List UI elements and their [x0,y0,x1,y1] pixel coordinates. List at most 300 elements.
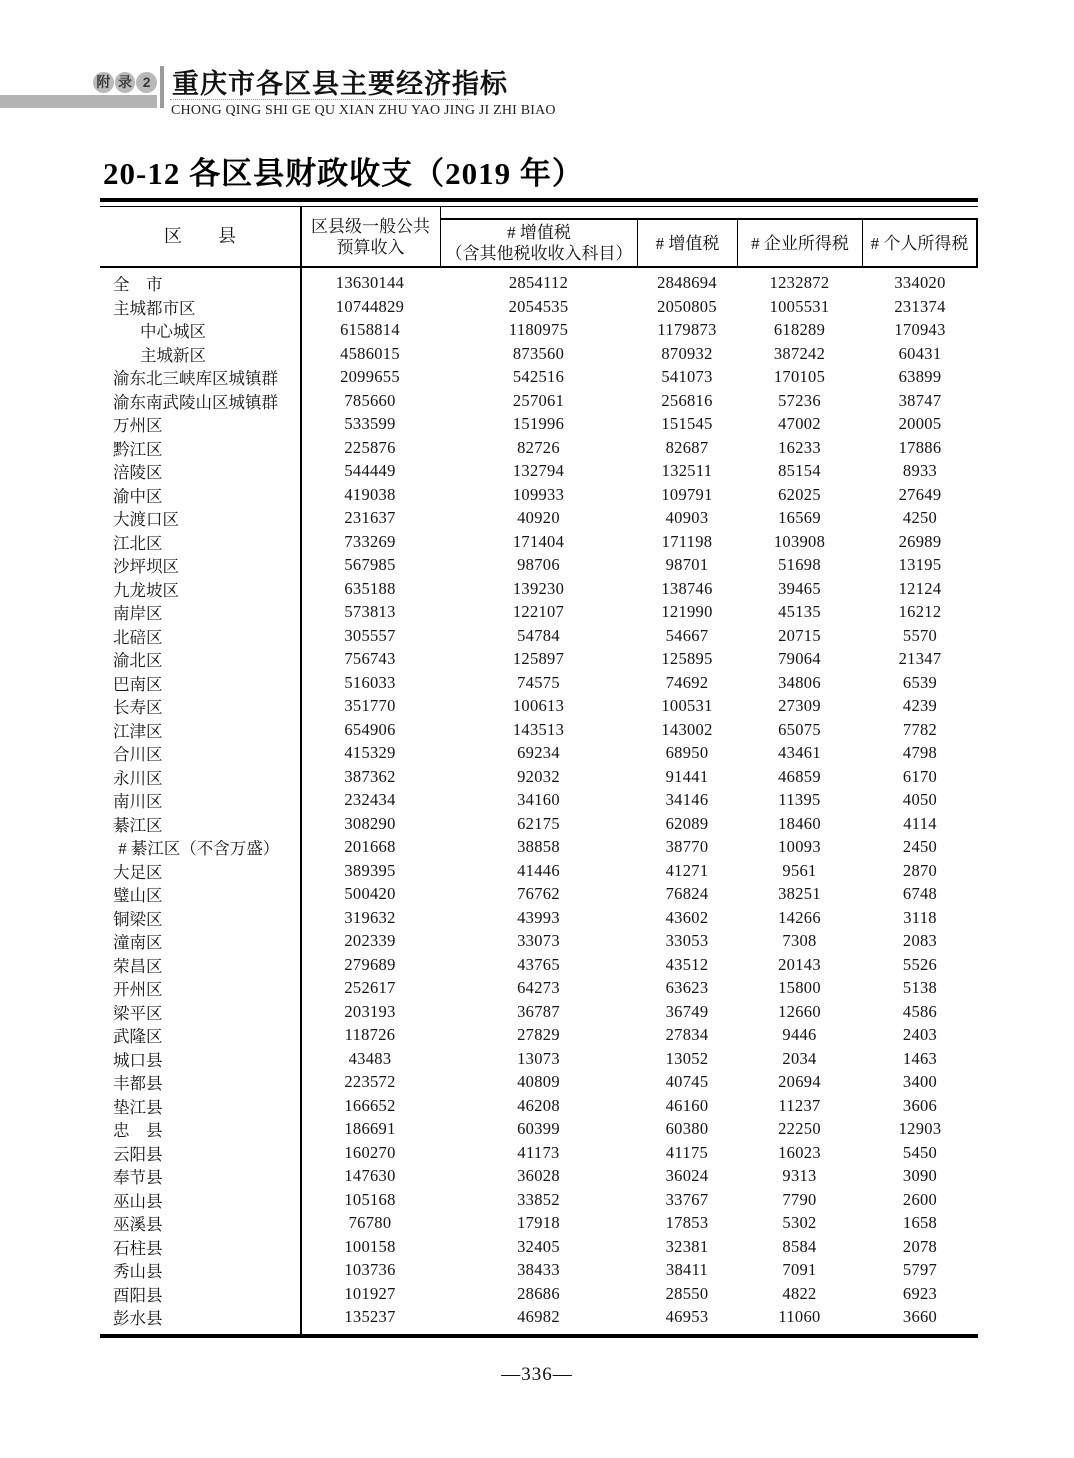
region-name-cell: 铜梁区 [113,909,163,929]
value-cell: 43602 [665,907,709,927]
table-row [100,1282,978,1306]
value-cell: 252617 [344,978,396,997]
header-vertical-divider [160,66,164,108]
region-name-cell: 北碚区 [113,627,163,647]
value-cell: 151545 [661,414,713,433]
value-cell: 203193 [344,1001,396,1021]
value-cell: 98701 [665,555,709,574]
value-cell: 3400 [902,1072,938,1091]
value-cell: 76780 [348,1213,392,1232]
region-name-cell: 云阳县 [113,1144,163,1164]
value-cell: 68950 [665,743,709,762]
value-cell: 122107 [512,602,565,621]
value-cell: 26989 [898,531,942,551]
value-cell: 105168 [344,1189,396,1209]
value-cell: 41271 [665,860,709,880]
table-row [100,1141,978,1165]
region-name-cell: 全 市 [113,275,163,294]
value-cell: 7790 [782,1189,817,1209]
value-cell: 100158 [344,1236,396,1256]
value-cell: 12903 [898,1119,942,1138]
value-cell: 43483 [348,1048,392,1068]
region-name-cell: 九龙坡区 [113,580,179,600]
value-cell: 32381 [665,1236,709,1256]
value-cell: 32405 [517,1236,560,1256]
header-bottom-rule [100,266,978,268]
value-cell: 100531 [661,696,713,715]
value-cell: 57236 [778,390,821,410]
table-row [100,1235,978,1259]
value-cell: 38770 [665,837,709,856]
value-cell: 170943 [894,320,946,339]
value-cell: 567985 [344,555,396,574]
value-cell: 334020 [894,273,946,292]
value-cell: 9446 [782,1025,817,1044]
value-cell: 101927 [344,1283,396,1303]
value-cell: 387362 [344,766,396,786]
value-cell: 74575 [517,672,560,692]
value-cell: 36787 [517,1001,560,1021]
value-cell: 98706 [517,555,560,574]
region-name-cell: 涪陵区 [113,463,163,482]
value-cell: 33053 [665,931,709,950]
value-cell: 27834 [665,1025,709,1044]
value-cell: 7308 [782,931,817,950]
value-cell: 319632 [344,907,396,927]
col-header-personal-income-tax [863,220,976,266]
value-cell: 82687 [665,437,709,457]
region-name-cell: 江津区 [113,721,163,741]
table-row [100,741,978,765]
value-cell: 125897 [512,649,565,668]
value-cell: 3118 [903,907,937,927]
table-row [100,1305,978,1329]
value-cell: 387242 [773,343,826,363]
value-cell: 151996 [512,414,565,433]
table-row [100,389,978,413]
table-row [100,1094,978,1118]
table-row [100,1117,978,1141]
value-cell: 36028 [517,1166,560,1185]
value-cell: 79064 [778,649,821,668]
value-cell: 11060 [778,1307,821,1326]
value-cell: 20715 [778,625,821,645]
col-header-budget-line2: 预算收入 [336,237,405,257]
appendix-title-rule [170,99,468,100]
value-cell: 1658 [902,1213,938,1232]
table-row [100,953,978,977]
value-cell: 125895 [661,649,713,668]
page-number: —336— [501,1364,573,1385]
value-cell: 654906 [344,719,396,739]
value-cell: 51698 [778,555,821,574]
table-row [100,365,978,389]
region-name-cell: 武隆区 [113,1027,163,1046]
table-row [100,929,978,953]
table-row [100,647,978,671]
value-cell: 2848694 [657,273,717,292]
table-row [100,1188,978,1212]
value-cell: 43993 [517,907,560,927]
value-cell: 1463 [902,1048,938,1068]
value-cell: 11395 [778,790,821,809]
value-cell: 43765 [517,954,560,974]
value-cell: 6539 [902,672,938,692]
region-name-cell: 南岸区 [113,604,163,623]
badge-char-3: 2 [136,72,157,93]
badge-char-1: 附 [93,72,114,93]
value-cell: 109791 [661,484,713,504]
value-cell: 542516 [512,367,565,386]
value-cell: 28550 [665,1283,709,1303]
value-cell: 60431 [898,343,942,363]
region-name-cell: 綦江区 [113,815,163,835]
value-cell: 6748 [902,884,938,903]
region-name-cell: 永川区 [113,768,163,788]
value-cell: 1005531 [769,296,830,316]
value-cell: 279689 [344,954,396,974]
value-cell: 20005 [898,414,942,433]
col-header-pit-label: # 个人所得税 [870,233,969,253]
value-cell: 38433 [517,1260,560,1279]
value-cell: 36749 [665,1001,709,1021]
region-name-cell: 渝东南武陵山区城镇群 [113,392,278,412]
region-name-cell: 沙坪坝区 [113,557,179,576]
value-cell: 39465 [778,578,821,598]
appendix-badge [93,69,157,95]
value-cell: 14266 [778,907,821,927]
value-cell: 5138 [902,978,938,997]
value-cell: 4822 [782,1283,817,1303]
region-name-cell: 江北区 [113,533,163,553]
value-cell: 33073 [517,931,560,950]
value-cell: 147630 [344,1166,396,1185]
table-row [100,812,978,836]
table-row [100,1164,978,1188]
col-header-corporate-income-tax [738,220,862,266]
value-cell: 223572 [344,1072,396,1091]
value-cell: 516033 [344,672,396,692]
value-cell: 5302 [782,1213,817,1232]
region-name-cell: 垫江县 [113,1097,163,1117]
value-cell: 415329 [344,743,396,762]
value-cell: 2600 [902,1189,938,1209]
value-cell: 118726 [344,1025,396,1044]
table-row [100,765,978,789]
value-cell: 17886 [898,437,942,457]
value-cell: 171404 [512,531,565,551]
region-name-cell: 璧山区 [113,886,163,905]
value-cell: 76762 [517,884,560,903]
value-cell: 389395 [344,860,396,880]
value-cell: 33767 [665,1189,709,1209]
table-row [100,412,978,436]
value-cell: 13630144 [335,273,405,292]
value-cell: 12660 [778,1001,821,1021]
value-cell: 21347 [898,649,942,668]
value-cell: 201668 [344,837,396,856]
value-cell: 91441 [665,766,709,786]
value-cell: 7091 [782,1260,817,1279]
value-cell: 10093 [778,837,821,856]
value-cell: 733269 [344,531,396,551]
value-cell: 232434 [344,790,396,809]
value-cell: 4239 [902,696,938,715]
table-row [100,671,978,695]
value-cell: 22250 [778,1119,821,1138]
value-cell: 2078 [902,1236,938,1256]
value-cell: 231637 [344,508,396,527]
value-cell: 132794 [512,461,565,480]
value-cell: 82726 [517,437,560,457]
value-cell: 8584 [782,1236,817,1256]
value-cell: 756743 [344,649,396,668]
value-cell: 2083 [902,931,938,950]
value-cell: 40920 [517,508,560,527]
region-name-cell: 万州区 [113,416,163,435]
value-cell: 139230 [512,578,565,598]
value-cell: 41173 [517,1142,560,1162]
value-cell: 3606 [902,1095,938,1115]
region-name-cell: 渝东北三峡库区城镇群 [113,369,278,388]
value-cell: 43461 [778,743,821,762]
value-cell: 256816 [661,390,713,410]
value-cell: 5450 [902,1142,938,1162]
table-row [100,882,978,906]
value-cell: 41175 [665,1142,709,1162]
region-name-cell: 奉节县 [113,1168,163,1187]
table-row [100,436,978,460]
value-cell: 13052 [665,1048,709,1068]
value-cell: 63899 [898,367,942,386]
value-cell: 27309 [778,696,821,715]
value-cell: 2870 [902,860,938,880]
value-cell: 544449 [344,461,396,480]
value-cell: 135237 [344,1307,396,1326]
value-cell: 160270 [344,1142,396,1162]
col-header-vat-label: # 增值税 [655,233,720,253]
value-cell: 60399 [517,1119,560,1138]
table-row [100,295,978,319]
header-sub-rule-4 [976,219,978,266]
value-cell: 40809 [517,1072,560,1091]
table-row [100,483,978,507]
value-cell: 305557 [344,625,396,645]
value-cell: 11237 [778,1095,821,1115]
value-cell: 186691 [344,1119,396,1138]
table-row [100,1047,978,1071]
value-cell: 4050 [902,790,938,809]
value-cell: 351770 [344,696,396,715]
appendix-title-pinyin: CHONG QING SHI GE QU XIAN ZHU YAO JING JI ZHI BIAO [171,103,556,118]
region-name-cell: 中心城区 [140,322,206,341]
value-cell: 76824 [665,884,709,903]
value-cell: 257061 [512,390,565,410]
value-cell: 6923 [902,1283,938,1303]
value-cell: 419038 [344,484,396,504]
value-cell: 1232872 [769,273,830,292]
value-cell: 43512 [665,954,709,974]
value-cell: 231374 [894,296,946,316]
value-cell: 635188 [344,578,396,598]
value-cell: 10744829 [335,296,405,316]
value-cell: 27649 [898,484,942,504]
table-row [100,271,978,295]
value-cell: 40745 [665,1072,709,1091]
value-cell: 38858 [517,837,560,856]
value-cell: 63623 [665,978,709,997]
value-cell: 46982 [517,1307,560,1326]
value-cell: 20143 [778,954,821,974]
region-name-cell: 酉阳县 [113,1285,163,1305]
value-cell: 17853 [665,1213,709,1232]
region-name-cell: 巴南区 [113,674,163,694]
table-row [100,342,978,366]
value-cell: 40903 [665,508,709,527]
region-name-cell: 长寿区 [113,698,163,717]
value-cell: 1179873 [657,320,717,339]
value-cell: 4250 [902,508,938,527]
value-cell: 121990 [661,602,713,621]
region-name-cell: 黔江区 [113,439,163,459]
table-row [100,835,978,859]
value-cell: 41446 [517,860,560,880]
value-cell: 6170 [902,766,938,786]
table-row [100,1023,978,1047]
value-cell: 54667 [665,625,709,645]
value-cell: 46160 [665,1095,709,1115]
value-cell: 2403 [902,1025,938,1044]
table-body [100,271,978,1329]
table-row [100,788,978,812]
table-row [100,1070,978,1094]
region-name-cell: 主城都市区 [113,298,196,318]
value-cell: 54784 [517,625,560,645]
value-cell: 46953 [665,1307,709,1326]
value-cell: 69234 [517,743,560,762]
value-cell: 3090 [902,1166,938,1185]
value-cell: 618289 [773,320,826,339]
badge-char-2: 录 [115,72,136,93]
value-cell: 870932 [661,343,713,363]
value-cell: 13073 [517,1048,560,1068]
value-cell: 225876 [344,437,396,457]
value-cell: 17918 [517,1213,560,1232]
table-row [100,1258,978,1282]
value-cell: 33852 [517,1189,560,1209]
value-cell: 103908 [773,531,826,551]
value-cell: 64273 [517,978,560,997]
col-header-region [100,207,300,266]
region-name-cell: 合川区 [113,745,163,764]
table-row [100,318,978,342]
value-cell: 2050805 [657,296,717,316]
value-cell: 38747 [898,390,942,410]
col-header-region-label: 区 县 [164,226,236,246]
value-cell: 4114 [903,813,937,833]
region-name-cell: 潼南区 [113,933,163,952]
value-cell: 3660 [902,1307,938,1326]
table-row [100,1000,978,1024]
value-cell: 34146 [665,790,709,809]
value-cell: 46859 [778,766,821,786]
region-name-cell: 城口县 [113,1050,163,1070]
region-name-cell: 巫山县 [113,1191,163,1211]
value-cell: 62175 [517,813,560,833]
value-cell: 27829 [517,1025,560,1044]
col-header-cit-label: # 企业所得税 [751,233,849,253]
value-cell: 4586015 [340,343,400,363]
value-cell: 7782 [902,719,938,739]
region-name-cell: 彭水县 [113,1309,163,1328]
value-cell: 28686 [517,1283,560,1303]
value-cell: 16233 [778,437,821,457]
value-cell: 65075 [778,719,821,739]
value-cell: 38411 [665,1260,709,1279]
region-name-cell: 梁平区 [113,1003,163,1023]
value-cell: 8933 [902,461,938,480]
region-name-cell: # 綦江区（不含万盛） [118,839,280,858]
value-cell: 16212 [898,602,942,621]
value-cell: 2450 [902,837,938,856]
region-name-cell: 大足区 [113,862,163,882]
value-cell: 60380 [665,1119,709,1138]
value-cell: 166652 [344,1095,396,1115]
value-cell: 16569 [778,508,821,527]
value-cell: 20694 [778,1072,821,1091]
value-cell: 5570 [902,625,938,645]
value-cell: 573813 [344,602,396,621]
col-header-vat-incl-line2: （含其他税收收入科目） [445,244,633,263]
region-name-cell: 巫溪县 [113,1215,163,1234]
value-cell: 9561 [782,860,817,880]
value-cell: 170105 [773,367,826,386]
value-cell: 100613 [512,696,565,715]
value-cell: 2854112 [508,273,569,292]
value-cell: 9313 [782,1166,817,1185]
appendix-title-cn: 重庆市各区县主要经济指标 [172,69,508,99]
value-cell: 2054535 [508,296,569,316]
finance-table [100,198,978,1340]
value-cell: 4586 [902,1001,938,1021]
section-title: 20-12 各区县财政收支（2019 年） [103,156,584,191]
value-cell: 34160 [517,790,560,809]
col-header-budget-revenue [301,207,440,266]
value-cell: 1180975 [508,320,569,339]
value-cell: 171198 [661,531,713,551]
value-cell: 541073 [661,367,713,386]
value-cell: 138746 [661,578,713,598]
value-cell: 6158814 [340,320,400,339]
table-row [100,718,978,742]
table-row [100,553,978,577]
value-cell: 202339 [344,931,396,950]
col-header-budget-line1: 区县级一般公共 [311,216,430,236]
region-name-cell: 忠 县 [113,1121,163,1140]
value-cell: 5797 [902,1260,938,1279]
value-cell: 143513 [512,719,565,739]
value-cell: 16023 [778,1142,821,1162]
value-cell: 46208 [517,1095,560,1115]
value-cell: 62089 [665,813,709,833]
region-name-cell: 渝中区 [113,486,163,506]
value-cell: 785660 [344,390,396,410]
table-row [100,694,978,718]
value-cell: 2099655 [340,367,400,386]
table-row [100,624,978,648]
region-name-cell: 秀山县 [113,1262,163,1281]
value-cell: 15800 [778,978,821,997]
